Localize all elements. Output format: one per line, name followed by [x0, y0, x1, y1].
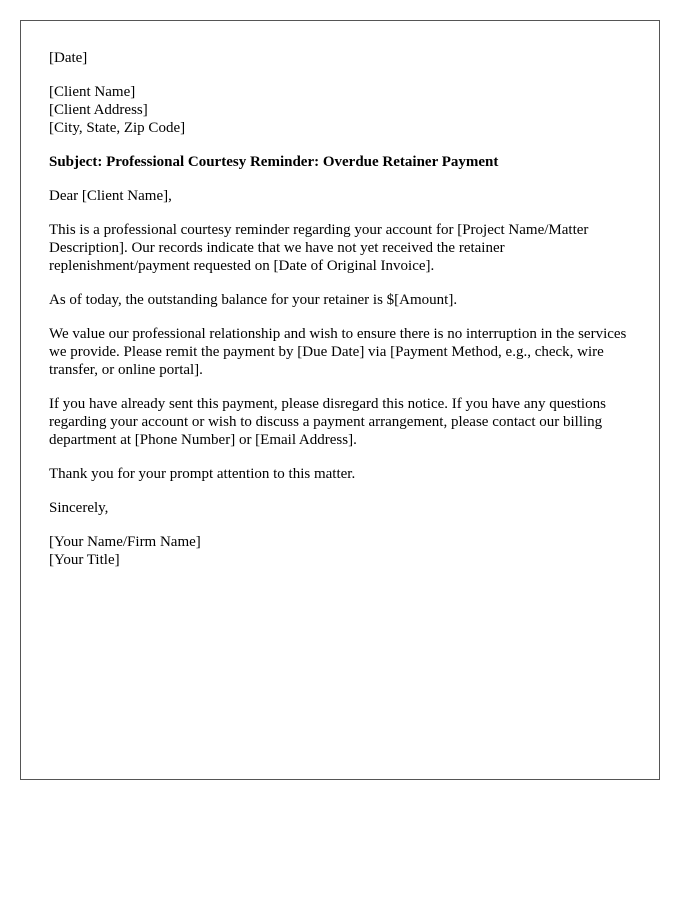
recipient-name: [Client Name] — [49, 84, 136, 100]
letter-salutation: Dear [Client Name], — [49, 188, 172, 204]
recipient-city-state-zip: [City, State, Zip Code] — [49, 120, 186, 136]
recipient-address-block — [49, 83, 631, 137]
body-paragraph: If you have already sent this payment, please disregard this notice. If you have any questions regarding your account or wish to discuss a payment arrangement, please contact our billing department at [Phone Number] or [Email Address]. — [49, 396, 606, 448]
body-paragraph: We value our professional relationship and wish to ensure there is no interruption in the services we provide. Please remit the payment by [Due Date] via [Payment Method, e.g., check, wire transfer, or online portal]. — [49, 326, 627, 378]
letter-date: [Date] — [49, 50, 88, 66]
letter-page — [20, 20, 660, 780]
body-paragraph: This is a professional courtesy reminder regarding your account for [Project Name/Matter Description]. Our records indicate that we have not yet received the retainer replenishment/payment requested on [Date of Original Invoice]. — [49, 222, 589, 274]
signature-name: [Your Name/Firm Name] — [49, 534, 201, 550]
signature-block — [49, 533, 631, 569]
body-paragraph: As of today, the outstanding balance for your retainer is $[Amount]. — [49, 292, 458, 308]
signature-title: [Your Title] — [49, 552, 120, 568]
recipient-address: [Client Address] — [49, 102, 148, 118]
letter-subject: Subject: Professional Courtesy Reminder: Overdue Retainer Payment — [49, 154, 499, 170]
letter-closing: Sincerely, — [49, 500, 109, 516]
body-paragraph: Thank you for your prompt attention to this matter. — [49, 466, 356, 482]
